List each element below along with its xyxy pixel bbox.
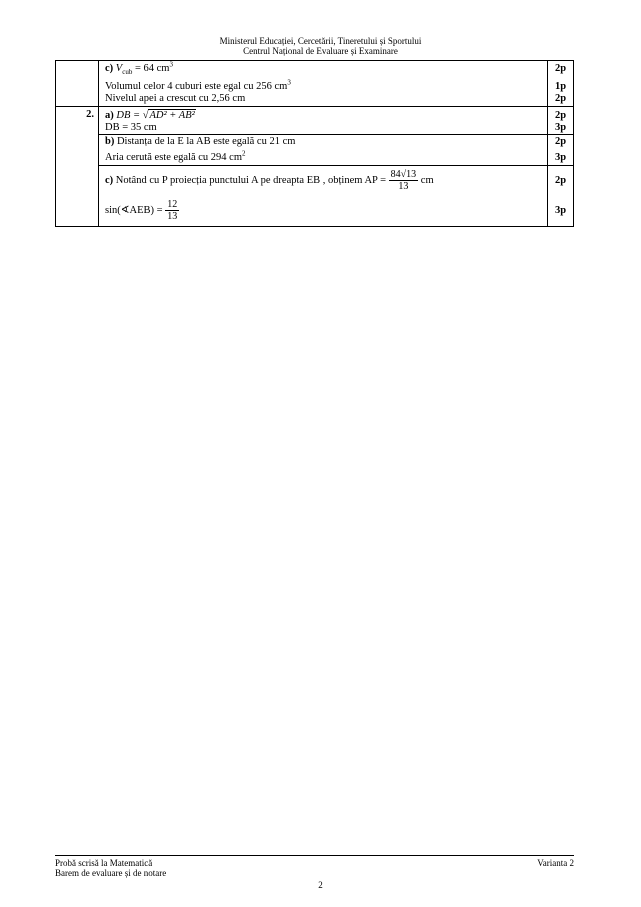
points-cell (548, 166, 574, 227)
solution-line (99, 149, 547, 164)
math-expr: DB = 35 cm (105, 122, 157, 133)
math-sup: 2 (242, 149, 246, 158)
footer-divider (55, 855, 574, 856)
math-var: V (115, 63, 123, 74)
solution-line (99, 110, 547, 122)
table-row (56, 166, 574, 227)
points-value: 1p (554, 81, 567, 92)
fraction-denominator: 13 (398, 181, 409, 193)
solution-line (99, 78, 547, 93)
grading-table (55, 60, 574, 227)
item-number: 2. (56, 107, 99, 227)
solution-cell (99, 61, 548, 107)
points-value: 2p (554, 63, 567, 74)
solution-text: Volumul celor 4 cuburi este egal cu 256 cm (105, 81, 288, 92)
solution-text: Notând cu P proiecția punctului A pe dreapta EB , obținem AP = (115, 175, 387, 186)
points-cell (548, 107, 574, 135)
points-cell (548, 61, 574, 107)
table-row (56, 135, 574, 166)
fraction-numerator: 12 (167, 199, 178, 211)
fraction (165, 199, 179, 222)
solution-line (99, 60, 547, 77)
solution-text: Distanța de la E la AB este egală cu 21 cm (116, 136, 296, 147)
header-center: Centrul Național de Evaluare și Examinare (243, 46, 398, 56)
subitem-label: c) (105, 63, 114, 74)
solution-text: Aria cerută este egală cu 294 cm (105, 152, 243, 163)
math-expr: sin(∢AEB) = (105, 205, 163, 216)
solution-cell (99, 166, 548, 227)
solution-line (99, 93, 547, 105)
page-number: 2 (318, 880, 323, 890)
unit-label: cm (420, 175, 434, 186)
math-sub: cub (122, 68, 133, 77)
subitem-label: c) (105, 175, 114, 186)
fraction (389, 169, 419, 192)
footer-variant: Varianta 2 (537, 858, 574, 868)
solution-cell (99, 107, 548, 135)
points-cell (548, 135, 574, 166)
math-expr: = 64 cm (132, 63, 170, 74)
math-sup: 3 (287, 78, 291, 87)
solution-cell (99, 135, 548, 166)
points-value: 3p (554, 122, 567, 133)
math-sup: 3 (169, 60, 173, 69)
points-value: 3p (554, 205, 567, 216)
points-value: 2p (554, 136, 567, 147)
fraction-denominator: 13 (167, 211, 178, 223)
solution-text: Nivelul apei a crescut cu 2,56 cm (105, 93, 246, 104)
table-row (56, 61, 574, 107)
math-expr: DB = √ (116, 110, 149, 121)
points-value: 2p (554, 175, 567, 186)
math-radicand: AD² + AB² (149, 110, 195, 121)
solution-line (99, 136, 547, 148)
subitem-label: a) (105, 110, 114, 121)
fraction-numerator: 84√13 (390, 169, 417, 181)
points-value: 2p (554, 110, 567, 121)
footer-doc-type: Barem de evaluare și de notare (55, 868, 167, 878)
points-value: 3p (554, 152, 567, 163)
table-row (56, 107, 574, 135)
solution-line (99, 122, 547, 134)
subitem-label: b) (105, 136, 115, 147)
item-number (56, 61, 99, 107)
solution-line (99, 198, 547, 224)
points-value: 2p (554, 93, 567, 104)
solution-line (99, 168, 547, 194)
footer-subject: Probă scrisă la Matematică (55, 858, 153, 868)
header-ministry: Ministerul Educației, Cercetării, Tineretului și Sportului (219, 36, 422, 46)
